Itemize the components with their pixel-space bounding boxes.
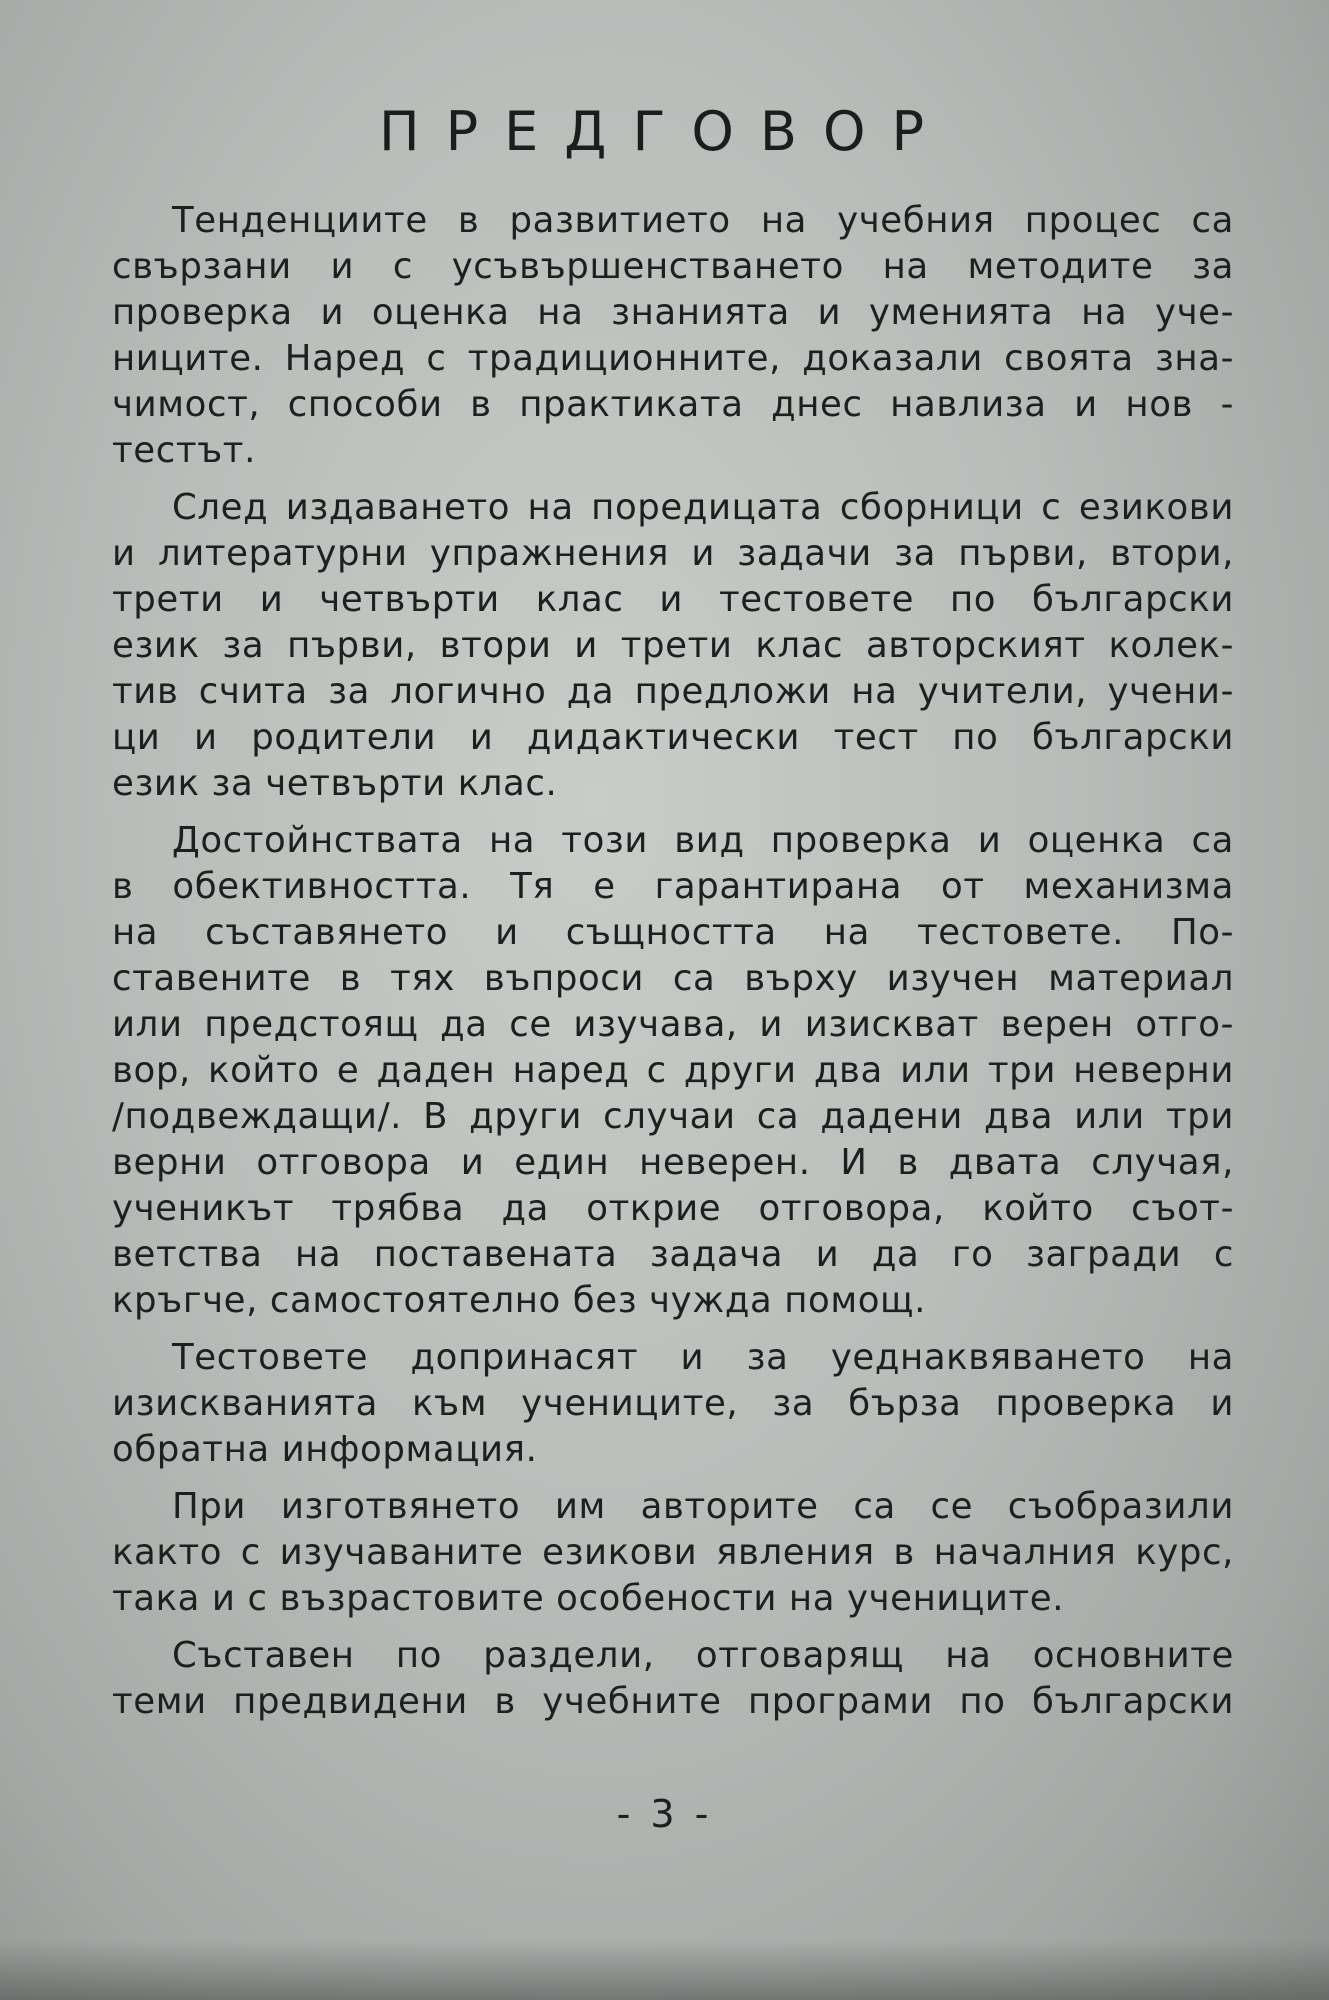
paragraph [112,198,1234,474]
text-line: проверка и оценка на знанията и уменията на уче- [112,292,1234,333]
text-line: така и с възрастовите особености на учениците. [112,1578,1065,1619]
text-line: теми предвидени в учебните програми по български [112,1681,1234,1722]
text-line: чимост, способи в практиката днес навлиза и нов - [112,384,1234,425]
text-line: в обективността. Тя е гарантирана от механизма [112,866,1234,907]
text-line: вор, който е даден наред с други два или три неверни [112,1050,1234,1091]
text-line: обратна информация. [112,1429,538,1470]
text-line: Съставен по раздели, отговарящ на основните [172,1635,1234,1676]
text-line: изискванията към учениците, за бърза проверка и [112,1383,1234,1424]
paragraph [112,1484,1234,1622]
body-text [112,198,1234,1736]
paragraph [112,485,1234,807]
text-line: език за четвърти клас. [112,763,558,804]
text-line: След издаването на поредицата сборници с езикови [172,487,1234,528]
page-number: - 3 - [616,1792,713,1836]
paragraph [112,1335,1234,1473]
text-line: и литературни упражнения и задачи за първи, втори, [112,533,1234,574]
text-line: ци и родители и дидактически тест по български [112,717,1234,758]
text-line: Тенденциите в развитието на учебния процес са [172,200,1234,241]
text-line: ветства на поставената задача и да го загради с [112,1234,1234,1275]
text-line: ставените в тях въпроси са върху изучен материал [112,958,1234,999]
text-line: Тестовете допринасят и за уеднаквяването на [172,1337,1234,1378]
text-line: /подвеждащи/. В други случаи са дадени два или три [112,1096,1234,1137]
text-line: на съставянето и същността на тестовете. По- [112,912,1234,953]
text-line: или предстоящ да се изучава, и изискват верен отго- [112,1004,1234,1045]
text-line: кръгче, самостоятелно без чужда помощ. [112,1280,926,1321]
text-line: тестът. [112,430,256,471]
page-title: ПРЕДГОВОР [378,100,951,163]
text-line: Достойнствата на този вид проверка и оценка са [172,820,1234,861]
text-line: тив счита за логично да предложи на учители, учени- [112,671,1234,712]
text-line: При изготвянето им авторите са се съобразили [172,1486,1234,1527]
text-line: трети и четвърти клас и тестовете по български [112,579,1234,620]
text-line: верни отговора и един неверен. И в двата случая, [112,1142,1234,1183]
text-line: ниците. Наред с традиционните, доказали своята зна- [112,338,1234,379]
text-line: ученикът трябва да открие отговора, който съот- [112,1188,1234,1229]
paragraph [112,1633,1234,1725]
paragraph [112,818,1234,1324]
text-line: както с изучаваните езикови явления в началния курс, [112,1532,1234,1573]
text-line: свързани и с усъвършенстването на методите за [112,246,1234,287]
text-line: език за първи, втори и трети клас авторският колек- [112,625,1234,666]
